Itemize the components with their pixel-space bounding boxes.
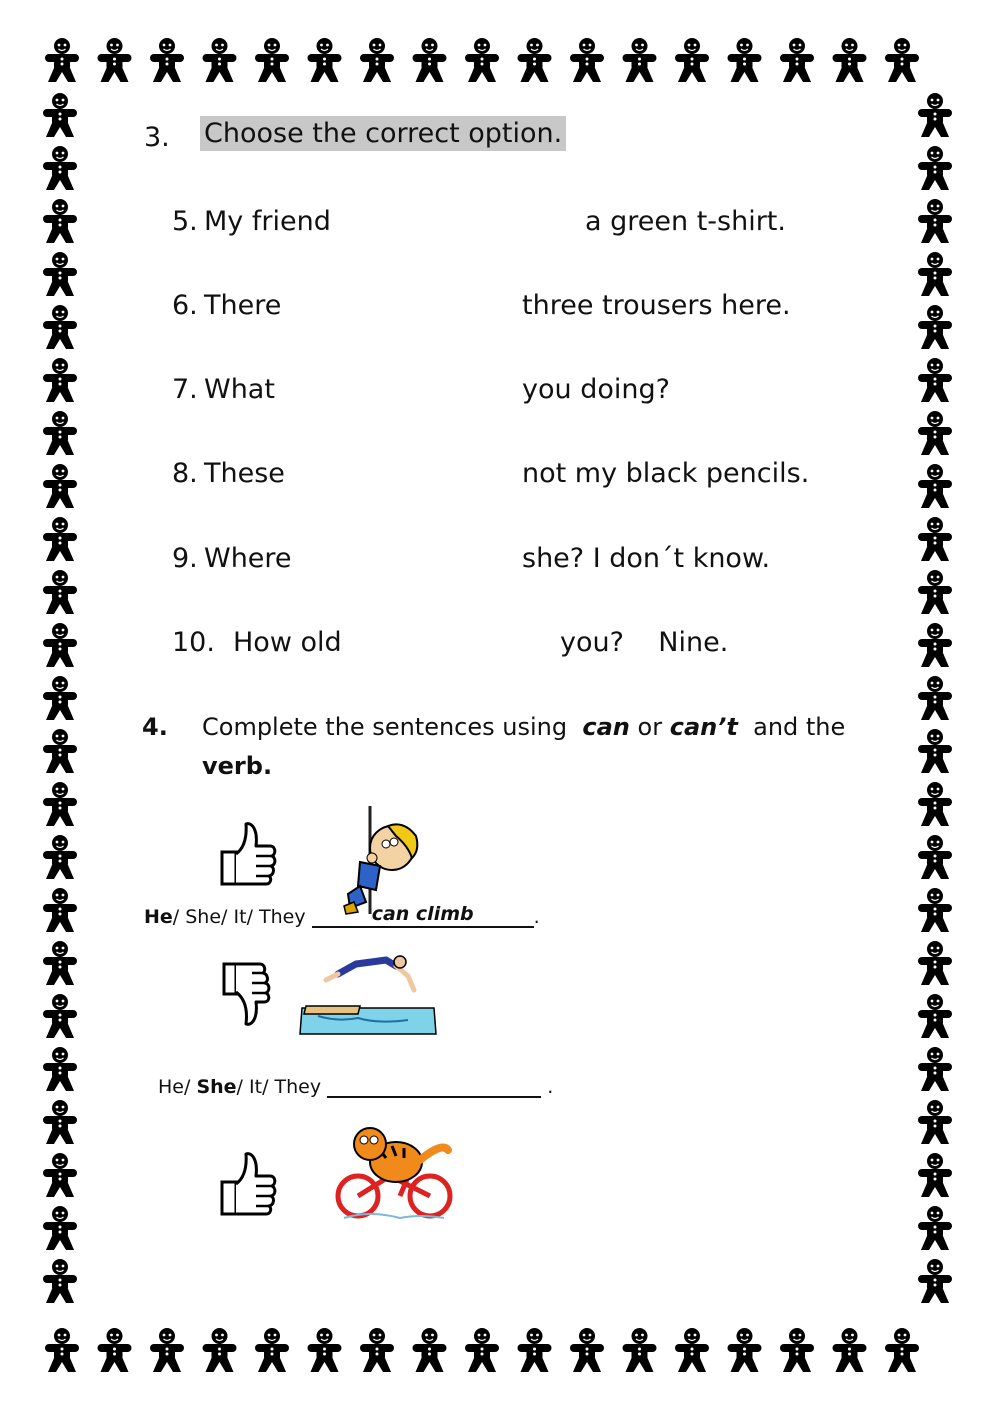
- item-6-number: 6.: [172, 290, 198, 321]
- exercise-1-he: He: [144, 906, 173, 928]
- keyword-verb: verb: [202, 752, 263, 780]
- item-7-number: 7.: [172, 374, 198, 405]
- gingerbread-figure: [360, 38, 394, 82]
- gingerbread-figure: [885, 1328, 919, 1372]
- gingerbread-figure: [918, 252, 952, 296]
- gingerbread-figure: [675, 1328, 709, 1372]
- item-7-start: What: [204, 374, 275, 405]
- exercise-2-sentence: He/ She/ It/ They .: [158, 1076, 554, 1098]
- gingerbread-figure: [675, 38, 709, 82]
- gingerbread-figure: [43, 1153, 77, 1197]
- section-3-title-text: Choose the correct option.: [200, 116, 566, 151]
- item-10-number: 10.: [172, 627, 215, 658]
- gingerbread-figure: [918, 782, 952, 826]
- thumbs-down-icon: [218, 960, 270, 1030]
- cat-riding-bicycle-icon: [330, 1122, 460, 1222]
- gingerbread-figure: [918, 835, 952, 879]
- gingerbread-figure: [918, 676, 952, 720]
- gingerbread-figure: [43, 146, 77, 190]
- gingerbread-figure: [918, 199, 952, 243]
- item-8-start: These: [204, 458, 285, 489]
- exercise-2-it: It: [249, 1076, 263, 1098]
- item-10-end: you? Nine.: [560, 627, 729, 658]
- gingerbread-figure: [918, 570, 952, 614]
- gingerbread-figure: [43, 252, 77, 296]
- keyword-can: can: [582, 713, 630, 741]
- item-9-number: 9.: [172, 543, 198, 574]
- item-10-start: How old: [233, 627, 342, 658]
- keyword-cant: can’t: [669, 713, 738, 741]
- gingerbread-figure: [203, 38, 237, 82]
- item-8-end: not my black pencils.: [522, 458, 810, 489]
- item-6-end: three trousers here.: [522, 290, 791, 321]
- exercise-1-sentence: He/ She/ It/ They can climb .: [144, 903, 540, 928]
- gingerbread-figure: [570, 38, 604, 82]
- gingerbread-figure: [43, 782, 77, 826]
- gingerbread-figure: [43, 1259, 77, 1303]
- gingerbread-figure: [43, 676, 77, 720]
- gingerbread-figure: [918, 1047, 952, 1091]
- item-6-start: There: [204, 290, 282, 321]
- gingerbread-figure: [885, 38, 919, 82]
- instruction-or: or: [637, 713, 663, 741]
- gingerbread-figure: [918, 1100, 952, 1144]
- item-7-end: you doing?: [522, 374, 670, 405]
- item-8-number: 8.: [172, 458, 198, 489]
- gingerbread-figure: [203, 1328, 237, 1372]
- gingerbread-figure: [43, 517, 77, 561]
- item-5-end: a green t-shirt.: [585, 206, 786, 237]
- section-3-title: [200, 118, 566, 149]
- girl-diving-into-pool-icon: [298, 946, 438, 1036]
- item-9-end: she? I don´t know.: [522, 543, 771, 574]
- gingerbread-figure: [308, 38, 342, 82]
- gingerbread-figure: [918, 464, 952, 508]
- gingerbread-figure: [150, 38, 184, 82]
- gingerbread-figure: [43, 358, 77, 402]
- instruction-part-1: Complete the sentences using: [202, 713, 568, 741]
- item-9-start: Where: [204, 543, 292, 574]
- gingerbread-figure: [918, 729, 952, 773]
- gingerbread-figure: [43, 1100, 77, 1144]
- gingerbread-figure: [413, 1328, 447, 1372]
- gingerbread-figure: [43, 888, 77, 932]
- gingerbread-figure: [623, 1328, 657, 1372]
- gingerbread-figure: [918, 411, 952, 455]
- exercise-1-they: They: [259, 906, 306, 928]
- gingerbread-figure: [308, 1328, 342, 1372]
- item-5-number: 5.: [172, 206, 198, 237]
- gingerbread-figure: [918, 994, 952, 1038]
- gingerbread-figure: [413, 38, 447, 82]
- gingerbread-figure: [465, 38, 499, 82]
- gingerbread-figure: [43, 729, 77, 773]
- gingerbread-figure: [918, 517, 952, 561]
- gingerbread-figure: [623, 38, 657, 82]
- section-4-instruction: [202, 713, 845, 741]
- gingerbread-figure: [43, 411, 77, 455]
- gingerbread-figure: [43, 464, 77, 508]
- gingerbread-figure: [918, 93, 952, 137]
- gingerbread-figure: [780, 38, 814, 82]
- exercise-1-it: It: [233, 906, 247, 928]
- exercise-1-she: She: [185, 906, 222, 928]
- gingerbread-figure: [43, 941, 77, 985]
- gingerbread-figure: [43, 994, 77, 1038]
- exercise-2-they: They: [274, 1076, 322, 1098]
- gingerbread-figure: [918, 358, 952, 402]
- gingerbread-figure: [43, 570, 77, 614]
- gingerbread-figure: [43, 1047, 77, 1091]
- instruction-period: .: [262, 752, 273, 780]
- gingerbread-figure: [780, 1328, 814, 1372]
- gingerbread-figure: [728, 38, 762, 82]
- thumbs-up-icon: [214, 818, 278, 890]
- gingerbread-figure: [255, 38, 289, 82]
- gingerbread-figure: [918, 888, 952, 932]
- gingerbread-figure: [918, 1206, 952, 1250]
- exercise-2-he: He: [158, 1076, 184, 1098]
- gingerbread-figure: [360, 1328, 394, 1372]
- boy-climbing-rope-icon: [330, 806, 434, 916]
- exercise-2-she: She: [196, 1076, 237, 1098]
- gingerbread-figure: [43, 305, 77, 349]
- section-4-instruction-line-2: [202, 752, 272, 780]
- exercise-1-answer: can climb: [371, 903, 474, 925]
- gingerbread-figure: [43, 623, 77, 667]
- instruction-part-2: and the: [753, 713, 846, 741]
- gingerbread-figure: [833, 38, 867, 82]
- thumbs-up-icon: [214, 1148, 278, 1220]
- gingerbread-figure: [98, 1328, 132, 1372]
- item-5-start: My friend: [204, 206, 331, 237]
- gingerbread-figure: [43, 1206, 77, 1250]
- gingerbread-figure: [43, 835, 77, 879]
- gingerbread-figure: [728, 1328, 762, 1372]
- section-3-number: 3.: [144, 122, 170, 153]
- gingerbread-figure: [918, 1153, 952, 1197]
- gingerbread-figure: [918, 1259, 952, 1303]
- gingerbread-figure: [43, 93, 77, 137]
- exercise-2-answer-blank[interactable]: [327, 1074, 541, 1098]
- section-4-number: 4.: [142, 713, 168, 741]
- gingerbread-figure: [43, 199, 77, 243]
- gingerbread-figure: [918, 305, 952, 349]
- gingerbread-figure: [518, 38, 552, 82]
- exercise-1-answer-blank[interactable]: [312, 904, 534, 928]
- gingerbread-figure: [465, 1328, 499, 1372]
- gingerbread-figure: [918, 941, 952, 985]
- gingerbread-figure: [45, 38, 79, 82]
- gingerbread-figure: [150, 1328, 184, 1372]
- gingerbread-figure: [518, 1328, 552, 1372]
- gingerbread-figure: [918, 623, 952, 667]
- gingerbread-figure: [570, 1328, 604, 1372]
- gingerbread-figure: [45, 1328, 79, 1372]
- gingerbread-figure: [918, 146, 952, 190]
- gingerbread-figure: [833, 1328, 867, 1372]
- gingerbread-figure: [98, 38, 132, 82]
- gingerbread-figure: [255, 1328, 289, 1372]
